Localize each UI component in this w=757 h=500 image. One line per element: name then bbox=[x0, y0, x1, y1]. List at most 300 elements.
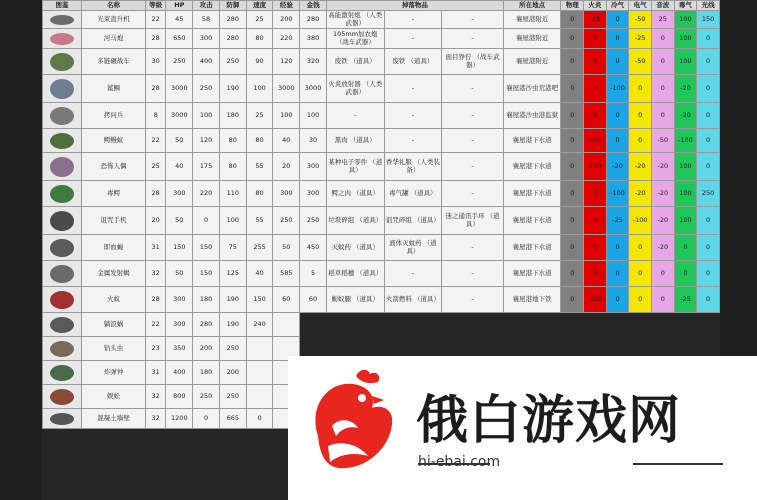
resist-cell bbox=[651, 313, 674, 337]
stat-cell: 8 bbox=[145, 103, 166, 129]
drop-item: 105mm加农炮 （战车武器） bbox=[326, 29, 384, 49]
drop-item: 100 bbox=[219, 207, 246, 235]
stat-cell: 30 bbox=[300, 129, 327, 153]
resist-cell bbox=[629, 313, 652, 337]
header-cell: 速度 bbox=[246, 1, 273, 11]
monster-sprite-icon bbox=[47, 237, 77, 259]
resist-cell: 0 bbox=[584, 29, 607, 49]
monster-sprite-icon bbox=[47, 289, 77, 311]
stat-cell bbox=[273, 313, 300, 337]
stat-cell: 60 bbox=[273, 287, 300, 313]
header-cell: 光线 bbox=[697, 1, 720, 11]
resist-cell: -20 bbox=[651, 153, 674, 181]
resist-cell: 0 bbox=[606, 235, 629, 261]
stat-cell: 50 bbox=[166, 207, 193, 235]
resist-cell bbox=[674, 313, 697, 337]
stat-cell: 300 bbox=[166, 181, 193, 207]
drop-item: - bbox=[326, 103, 384, 129]
resist-cell: 100 bbox=[674, 49, 697, 75]
resist-cell: 0 bbox=[561, 153, 584, 181]
drop-item: 665 bbox=[219, 409, 246, 429]
monster-image bbox=[43, 313, 82, 337]
stat-cell: 40 bbox=[246, 261, 273, 287]
resist-cell: 0 bbox=[584, 207, 607, 235]
monster-name: 毒鳄 bbox=[82, 181, 146, 207]
drop-item: 125 bbox=[219, 261, 246, 287]
resist-cell: 0 bbox=[606, 11, 629, 29]
resist-cell: -20 bbox=[674, 75, 697, 103]
stat-cell: 31 bbox=[145, 361, 166, 385]
location: 襄屋港沙虫荒港吧 bbox=[503, 75, 561, 103]
stat-cell: 3000 bbox=[166, 103, 193, 129]
monster-image bbox=[43, 235, 82, 261]
stat-cell: 180 bbox=[193, 287, 220, 313]
resist-cell: 0 bbox=[584, 181, 607, 207]
drop-item: 稻草稻穗 （道具） bbox=[326, 261, 384, 287]
drop-item: - bbox=[442, 129, 504, 153]
table-row bbox=[43, 287, 720, 313]
watermark-rule-right bbox=[633, 463, 723, 465]
stat-cell: 50 bbox=[166, 261, 193, 287]
drop-item: 某种电子零件 （道具） bbox=[326, 153, 384, 181]
drop-item: 180 bbox=[219, 103, 246, 129]
monster-name: 炸弹钟 bbox=[82, 361, 146, 385]
drop-item: - bbox=[384, 11, 442, 29]
stat-cell: 31 bbox=[145, 235, 166, 261]
stat-cell: 220 bbox=[193, 181, 220, 207]
stat-cell: 22 bbox=[145, 129, 166, 153]
resist-cell: -25 bbox=[606, 207, 629, 235]
monster-name: 鲨鲷 bbox=[82, 75, 146, 103]
stat-cell: 22 bbox=[145, 313, 166, 337]
resist-cell: -100 bbox=[606, 75, 629, 103]
location: 襄屋港沙虫港监狱 bbox=[503, 103, 561, 129]
stat-cell: 25 bbox=[246, 11, 273, 29]
monster-sprite-icon bbox=[47, 155, 77, 179]
stat-cell: 3000 bbox=[273, 75, 300, 103]
resist-cell: 0 bbox=[697, 75, 720, 103]
resist-cell: 100 bbox=[674, 207, 697, 235]
monster-sprite-icon bbox=[47, 131, 77, 151]
drop-item: 250 bbox=[219, 49, 246, 75]
header-cell: 图鉴 bbox=[43, 1, 82, 11]
header-cell: 等级 bbox=[145, 1, 166, 11]
location bbox=[503, 313, 561, 337]
table-row bbox=[43, 129, 720, 153]
monster-image bbox=[43, 385, 82, 409]
resist-cell: 0 bbox=[561, 287, 584, 313]
resist-cell: 0 bbox=[697, 261, 720, 287]
stat-cell: 32 bbox=[145, 409, 166, 429]
stat-cell: 50 bbox=[273, 235, 300, 261]
stat-cell: 150 bbox=[246, 287, 273, 313]
stat-cell: 320 bbox=[300, 49, 327, 75]
resist-cell: 0 bbox=[651, 75, 674, 103]
stat-cell: 45 bbox=[166, 11, 193, 29]
monster-image bbox=[43, 409, 82, 429]
stat-cell: 800 bbox=[166, 385, 193, 409]
drop-item: 190 bbox=[219, 75, 246, 103]
drop-item: 迷之通讯手环 （道具） bbox=[442, 207, 504, 235]
resist-cell: 0 bbox=[561, 103, 584, 129]
resist-cell: 0 bbox=[584, 103, 607, 129]
monster-name: 金属发射蝎 bbox=[82, 261, 146, 287]
resist-cell: 0 bbox=[674, 261, 697, 287]
drop-item: 280 bbox=[219, 29, 246, 49]
stat-cell: 55 bbox=[246, 207, 273, 235]
resist-cell: 0 bbox=[606, 103, 629, 129]
watermark-title: 俄白游戏网 bbox=[416, 391, 682, 451]
resist-cell: -100 bbox=[674, 129, 697, 153]
header-cell: 攻击 bbox=[193, 1, 220, 11]
stat-cell: 100 bbox=[300, 103, 327, 129]
stat-cell: 100 bbox=[273, 103, 300, 129]
stat-cell: 300 bbox=[300, 153, 327, 181]
resist-cell: -20 bbox=[606, 153, 629, 181]
monster-sprite-icon bbox=[47, 387, 77, 407]
location: 襄屋港附近 bbox=[503, 29, 561, 49]
stat-cell: 55 bbox=[246, 153, 273, 181]
drop-item: 废铁 （道具） bbox=[326, 49, 384, 75]
resist-cell: 0 bbox=[629, 287, 652, 313]
resist-cell: 0 bbox=[606, 261, 629, 287]
stat-cell: 400 bbox=[166, 361, 193, 385]
table-row bbox=[43, 207, 720, 235]
resist-cell: -20 bbox=[651, 207, 674, 235]
stat-cell: 5 bbox=[300, 261, 327, 287]
drop-item: 香华礼服 （人类装备） bbox=[384, 153, 442, 181]
resist-cell bbox=[606, 313, 629, 337]
stat-cell: 250 bbox=[273, 207, 300, 235]
resist-cell: -50 bbox=[651, 129, 674, 153]
stat-cell: 120 bbox=[193, 129, 220, 153]
location: 襄屋港地下铁 bbox=[503, 287, 561, 313]
header-cell: 毒气 bbox=[674, 1, 697, 11]
stat-cell: 20 bbox=[145, 207, 166, 235]
drop-item: 黑肉 （道具） bbox=[326, 129, 384, 153]
location: 襄屋港附近 bbox=[503, 49, 561, 75]
resist-cell: 0 bbox=[674, 235, 697, 261]
drop-item: 诅咒碎组 （道具） bbox=[384, 207, 442, 235]
resist-cell: 250 bbox=[697, 181, 720, 207]
resist-cell: 0 bbox=[606, 49, 629, 75]
monster-image bbox=[43, 11, 82, 29]
drop-item: 75 bbox=[219, 235, 246, 261]
stat-cell: 250 bbox=[193, 385, 220, 409]
drop-item: 高能激射炮 （人类武器） bbox=[328, 11, 383, 27]
location: 襄屋港下水道 bbox=[503, 207, 561, 235]
stat-cell: 150 bbox=[193, 235, 220, 261]
stat-cell: 200 bbox=[273, 11, 300, 29]
header-cell: 防御 bbox=[219, 1, 246, 11]
table-row bbox=[43, 103, 720, 129]
resist-cell: -20 bbox=[629, 181, 652, 207]
monster-name: 多链碾战车 bbox=[82, 49, 146, 75]
monster-image bbox=[43, 129, 82, 153]
resist-cell: 100 bbox=[674, 11, 697, 29]
resist-cell: 0 bbox=[561, 261, 584, 287]
table-row bbox=[43, 235, 720, 261]
stat-cell: 58 bbox=[193, 11, 220, 29]
resist-cell: 0 bbox=[561, 75, 584, 103]
resist-cell: 0 bbox=[584, 261, 607, 287]
drop-item: 废铁 （道具） bbox=[384, 49, 442, 75]
drop-item: - bbox=[442, 11, 504, 29]
drop-item: - bbox=[442, 153, 504, 181]
drop-item: 火炎放射器 （人类武器） bbox=[326, 75, 384, 103]
stat-cell: 240 bbox=[246, 313, 273, 337]
resist-cell: -100 bbox=[606, 181, 629, 207]
monster-sprite-icon bbox=[47, 263, 77, 285]
resist-cell bbox=[584, 313, 607, 337]
resist-cell: 150 bbox=[697, 11, 720, 29]
header-cell: 经验 bbox=[273, 1, 300, 11]
stat-cell: 100 bbox=[193, 103, 220, 129]
stat-cell: 28 bbox=[145, 75, 166, 103]
drop-item: - bbox=[442, 261, 504, 287]
resist-cell: 0 bbox=[584, 75, 607, 103]
monster-name: 河马炮 bbox=[82, 29, 146, 49]
resist-cell: 0 bbox=[606, 129, 629, 153]
resist-cell: 100 bbox=[584, 153, 607, 181]
header-cell: 冷气 bbox=[606, 1, 629, 11]
stat-cell: 300 bbox=[273, 181, 300, 207]
table-row bbox=[43, 261, 720, 287]
monster-sprite-icon bbox=[47, 315, 77, 335]
location: 襄屋港下水道 bbox=[503, 261, 561, 287]
resist-cell: 0 bbox=[584, 235, 607, 261]
drop-item: - bbox=[442, 103, 504, 129]
resist-cell: 0 bbox=[697, 49, 720, 75]
table-row bbox=[43, 29, 720, 49]
header-cell: 金钱 bbox=[300, 1, 327, 11]
resist-cell: 0 bbox=[629, 261, 652, 287]
stat-cell: 280 bbox=[193, 313, 220, 337]
stat-cell: 255 bbox=[246, 235, 273, 261]
monster-name: 躺浪蜗 bbox=[82, 313, 146, 337]
monster-sprite-icon bbox=[47, 105, 77, 127]
drop-item: 火箭燃料 （道具） bbox=[384, 287, 442, 313]
stat-cell: 30 bbox=[145, 49, 166, 75]
stat-cell: 0 bbox=[193, 207, 220, 235]
stat-cell: 60 bbox=[300, 287, 327, 313]
watermark-url: hi-ebai.com bbox=[418, 454, 501, 470]
stat-cell bbox=[246, 385, 273, 409]
drop-item bbox=[326, 313, 384, 337]
resist-cell: 0 bbox=[561, 235, 584, 261]
monster-name: 混凝土墙壁 bbox=[82, 409, 146, 429]
resist-cell: -50 bbox=[629, 11, 652, 29]
stat-cell: 20 bbox=[273, 153, 300, 181]
header-cell: 物理 bbox=[561, 1, 584, 11]
resist-cell: 100 bbox=[674, 29, 697, 49]
drop-item: 鳄之肉 （道具） bbox=[326, 181, 384, 207]
resist-cell: 100 bbox=[674, 181, 697, 207]
header-cell: 名称 bbox=[82, 1, 146, 11]
stat-cell: 220 bbox=[273, 29, 300, 49]
header-cell: 音波 bbox=[651, 1, 674, 11]
monster-name: 鳄鳗蚁 bbox=[82, 129, 146, 153]
stat-cell: 250 bbox=[193, 75, 220, 103]
resist-cell: -20 bbox=[651, 235, 674, 261]
stat-cell: 40 bbox=[166, 153, 193, 181]
resist-cell: -100 bbox=[584, 287, 607, 313]
monster-name: 诅咒手机 bbox=[82, 207, 146, 235]
stat-cell: 150 bbox=[166, 235, 193, 261]
drop-item: - bbox=[442, 181, 504, 207]
monster-name: 光束直升机 bbox=[82, 11, 146, 29]
table-row bbox=[43, 75, 720, 103]
header-cell: HP bbox=[166, 1, 193, 11]
stat-cell: 50 bbox=[166, 129, 193, 153]
drop-item: 190 bbox=[219, 313, 246, 337]
resist-cell: -100 bbox=[584, 129, 607, 153]
monster-image bbox=[43, 29, 82, 49]
resist-cell: 0 bbox=[651, 49, 674, 75]
resist-cell: 0 bbox=[697, 207, 720, 235]
monster-sprite-icon bbox=[47, 51, 77, 73]
stat-cell: 650 bbox=[166, 29, 193, 49]
monster-name: 钻头虫 bbox=[82, 337, 146, 361]
drop-item: 110 bbox=[219, 181, 246, 207]
drop-item: - bbox=[442, 235, 504, 261]
stat-cell: 585 bbox=[273, 261, 300, 287]
stat-cell: 3000 bbox=[166, 75, 193, 103]
resist-cell: 0 bbox=[697, 103, 720, 129]
resist-cell: 0 bbox=[606, 287, 629, 313]
stat-cell: 1200 bbox=[166, 409, 193, 429]
drop-item: 80 bbox=[219, 129, 246, 153]
drop-item: 190 bbox=[219, 287, 246, 313]
monster-sprite-icon bbox=[47, 339, 77, 359]
table-row bbox=[43, 181, 720, 207]
header-cell: 所在地点 bbox=[503, 1, 561, 11]
page-left-edge bbox=[0, 0, 42, 500]
resist-cell: 100 bbox=[674, 153, 697, 181]
drop-item: 面目狰狞 （战车武器） bbox=[442, 49, 504, 75]
location: 襄屋港下水道 bbox=[503, 181, 561, 207]
monster-image bbox=[43, 361, 82, 385]
resist-cell: 0 bbox=[651, 29, 674, 49]
drop-item: - bbox=[384, 29, 442, 49]
stat-cell: 0 bbox=[246, 409, 273, 429]
drop-item: 250 bbox=[219, 385, 246, 409]
header-cell: 火炎 bbox=[584, 1, 607, 11]
monster-image bbox=[43, 261, 82, 287]
resist-cell: 0 bbox=[697, 235, 720, 261]
monster-sprite-icon bbox=[47, 13, 77, 27]
monster-image bbox=[43, 153, 82, 181]
monster-image bbox=[43, 49, 82, 75]
stat-cell: 280 bbox=[300, 11, 327, 29]
monster-sprite-icon bbox=[47, 31, 77, 47]
resist-cell: -20 bbox=[674, 103, 697, 129]
drop-item: - bbox=[442, 29, 504, 49]
stat-cell: 22 bbox=[145, 11, 166, 29]
drop-item: 毒气罐 （道具） bbox=[384, 181, 442, 207]
drop-item: 蛎蚁腿 （道具） bbox=[326, 287, 384, 313]
drop-item bbox=[442, 313, 504, 337]
stat-cell: 100 bbox=[246, 75, 273, 103]
table-row bbox=[43, 153, 720, 181]
drop-item: - bbox=[384, 129, 442, 153]
rooster-logo-icon bbox=[298, 366, 410, 486]
stat-cell: 300 bbox=[300, 181, 327, 207]
stat-cell: 250 bbox=[300, 207, 327, 235]
stat-cell: 40 bbox=[273, 129, 300, 153]
stat-cell: 32 bbox=[145, 261, 166, 287]
resist-cell: 0 bbox=[629, 129, 652, 153]
resist-cell: 0 bbox=[651, 103, 674, 129]
stat-cell: 250 bbox=[166, 49, 193, 75]
monster-name: 恐怖人偶 bbox=[82, 153, 146, 181]
table-row bbox=[43, 49, 720, 75]
location: 襄屋港附近 bbox=[503, 11, 561, 29]
stat-cell: 175 bbox=[193, 153, 220, 181]
table-row bbox=[43, 313, 720, 337]
drop-item: 灭蚊药 （道具） bbox=[326, 235, 384, 261]
resist-cell: -25 bbox=[584, 11, 607, 29]
monster-image bbox=[43, 75, 82, 103]
resist-cell: 0 bbox=[697, 287, 720, 313]
header-cell: 电气 bbox=[629, 1, 652, 11]
monster-name: 拷问兵 bbox=[82, 103, 146, 129]
stat-cell: 32 bbox=[145, 385, 166, 409]
stat-cell: 300 bbox=[166, 313, 193, 337]
drop-item: 250 bbox=[219, 337, 246, 361]
monster-sprite-icon bbox=[47, 209, 77, 233]
monster-image bbox=[43, 287, 82, 313]
resist-cell: 0 bbox=[561, 49, 584, 75]
resist-cell bbox=[697, 313, 720, 337]
resist-cell: 0 bbox=[697, 153, 720, 181]
drop-item: - bbox=[384, 261, 442, 287]
location: 襄屋港下水道 bbox=[503, 153, 561, 181]
stat-cell: 80 bbox=[246, 29, 273, 49]
monster-sprite-icon bbox=[47, 411, 77, 427]
resist-cell: 0 bbox=[697, 129, 720, 153]
resist-cell: 0 bbox=[561, 11, 584, 29]
resist-cell: -100 bbox=[629, 207, 652, 235]
stat-cell bbox=[246, 361, 273, 385]
drop-item: 垃圾碎组 （道具） bbox=[326, 207, 384, 235]
stat-cell bbox=[246, 337, 273, 361]
drop-item: - bbox=[442, 75, 504, 103]
location: 襄屋港下水道 bbox=[503, 235, 561, 261]
monster-sprite-icon bbox=[47, 77, 77, 101]
stat-cell: 80 bbox=[246, 181, 273, 207]
stat-cell: 0 bbox=[193, 409, 220, 429]
stat-cell: 80 bbox=[246, 129, 273, 153]
resist-cell: 0 bbox=[629, 75, 652, 103]
monster-image bbox=[43, 103, 82, 129]
table-row bbox=[43, 11, 720, 29]
monster-image bbox=[43, 207, 82, 235]
monster-name: 蜈蚣 bbox=[82, 385, 146, 409]
stat-cell: 150 bbox=[193, 261, 220, 287]
stat-cell: 25 bbox=[145, 153, 166, 181]
header-cell: 掉落物品 bbox=[326, 1, 503, 11]
stat-cell: 350 bbox=[166, 337, 193, 361]
stat-cell bbox=[300, 313, 327, 337]
stat-cell: 300 bbox=[193, 29, 220, 49]
drop-item: 80 bbox=[219, 153, 246, 181]
resist-cell: 0 bbox=[697, 29, 720, 49]
stat-cell: 90 bbox=[246, 49, 273, 75]
resist-cell: -20 bbox=[629, 153, 652, 181]
drop-item bbox=[384, 313, 442, 337]
drop-item: - bbox=[442, 287, 504, 313]
